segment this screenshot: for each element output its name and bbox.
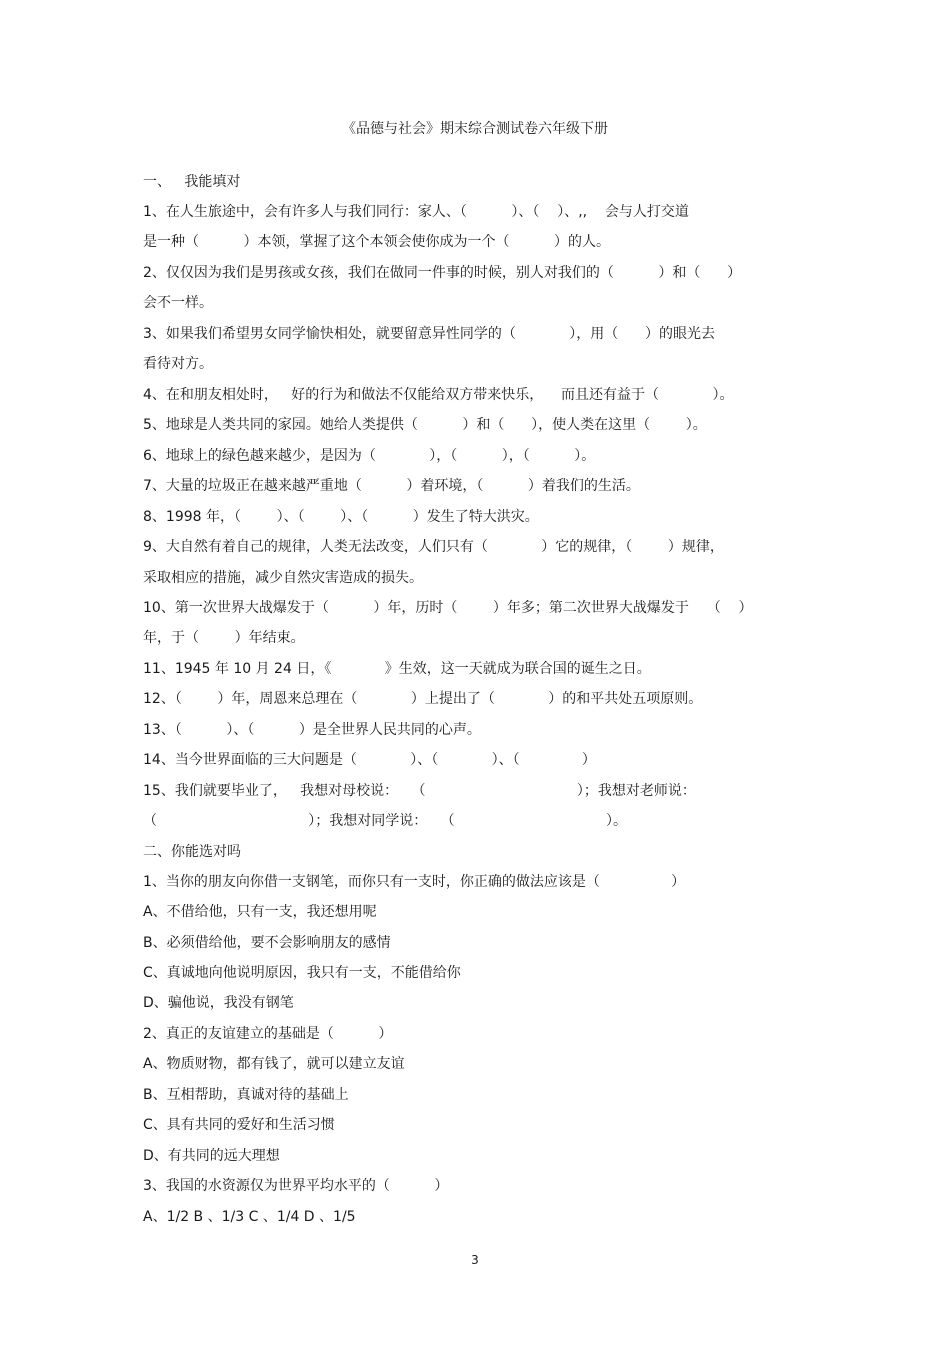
- question-line: 11、1945 年 10 月 24 日，《 》生效，这一天就成为联合国的诞生之日。: [143, 661, 651, 677]
- question-line: 8、1998 年，（ ）、（ ）、（ ）发生了特大洪灾。: [143, 509, 539, 525]
- option-line: D、有共同的远大理想: [143, 1148, 280, 1164]
- question-line: 1、当你的朋友向你借一支钢笔，而你只有一支时，你正确的做法应该是（ ）: [143, 874, 686, 890]
- question-line: 会不一样。: [143, 295, 213, 311]
- question-line: 2、仅仅因为我们是男孩或女孩，我们在做同一件事的时候，别人对我们的（ ）和（ ）: [143, 265, 742, 281]
- question-line: 3、如果我们希望男女同学愉快相处，就要留意异性同学的（ ），用（ ）的眼光去: [143, 326, 716, 342]
- question-line: 9、大自然有着自己的规律，人类无法改变，人们只有（ ）它的规律，（ ）规律，: [143, 539, 724, 555]
- question-line: 看待对方。: [143, 356, 213, 372]
- question-line: 13、（ ）、（ ）是全世界人民共同的心声。: [143, 722, 481, 738]
- option-line: A、物质财物，都有钱了，就可以建立友谊: [143, 1056, 405, 1072]
- option-line: B、必须借给他，要不会影响朋友的感情: [143, 935, 391, 951]
- question-line: 年，于（ ）年结束。: [143, 630, 305, 646]
- page-number: 3: [471, 1253, 479, 1267]
- question-line: 是一种（ ）本领，掌握了这个本领会使你成为一个（ ）的人。: [143, 234, 611, 250]
- question-line: 3、我国的水资源仅为世界平均水平的（ ）: [143, 1178, 449, 1194]
- question-line: 15、我们就要毕业了， 我想对母校说： （ ）；我想对老师说：: [143, 783, 696, 799]
- section-heading-choice: 二、你能选对吗: [143, 844, 241, 860]
- question-line: 2、真正的友谊建立的基础是（ ）: [143, 1026, 393, 1042]
- option-line: B、互相帮助，真诚对待的基础上: [143, 1087, 349, 1103]
- question-line: 采取相应的措施，减少自然灾害造成的损失。: [143, 570, 423, 586]
- option-line: C、具有共同的爱好和生活习惯: [143, 1117, 335, 1133]
- question-line: 10、第一次世界大战爆发于（ ）年，历时（ ）年多；第二次世界大战爆发于 （ ）: [143, 600, 753, 616]
- option-line: A、1/2 B 、1/3 C 、1/4 D 、1/5: [143, 1209, 356, 1225]
- option-line: A、不借给他，只有一支，我还想用呢: [143, 904, 377, 920]
- question-line: 14、当今世界面临的三大问题是（ ）、（ ）、（ ）: [143, 752, 596, 768]
- option-line: C、真诚地向他说明原因，我只有一支，不能借给你: [143, 965, 461, 981]
- question-line: 7、大量的垃圾正在越来越严重地（ ）着环境，（ ）着我们的生活。: [143, 478, 640, 494]
- question-line: （ ）；我想对同学说： （ ）。: [143, 813, 627, 829]
- question-line: 4、在和朋友相处时， 好的行为和做法不仅能给双方带来快乐， 而且还有益于（ ）。: [143, 387, 734, 403]
- question-line: 5、地球是人类共同的家园。她给人类提供（ ）和（ ），使人类在这里（ ）。: [143, 417, 707, 433]
- question-line: 1、在人生旅途中，会有许多人与我们同行：家人、（ ）、（ ）、,, 会与人打交道: [143, 204, 689, 220]
- question-line: 6、地球上的绿色越来越少，是因为（ ），（ ），（ ）。: [143, 448, 596, 464]
- section-heading-fill-in: 一、 我能填对: [143, 174, 241, 190]
- option-line: D、骗他说，我没有钢笔: [143, 995, 294, 1011]
- page-title: 《品德与社会》期末综合测试卷六年级下册: [342, 121, 608, 137]
- question-line: 12、（ ）年，周恩来总理在（ ）上提出了（ ）的和平共处五项原则。: [143, 691, 703, 707]
